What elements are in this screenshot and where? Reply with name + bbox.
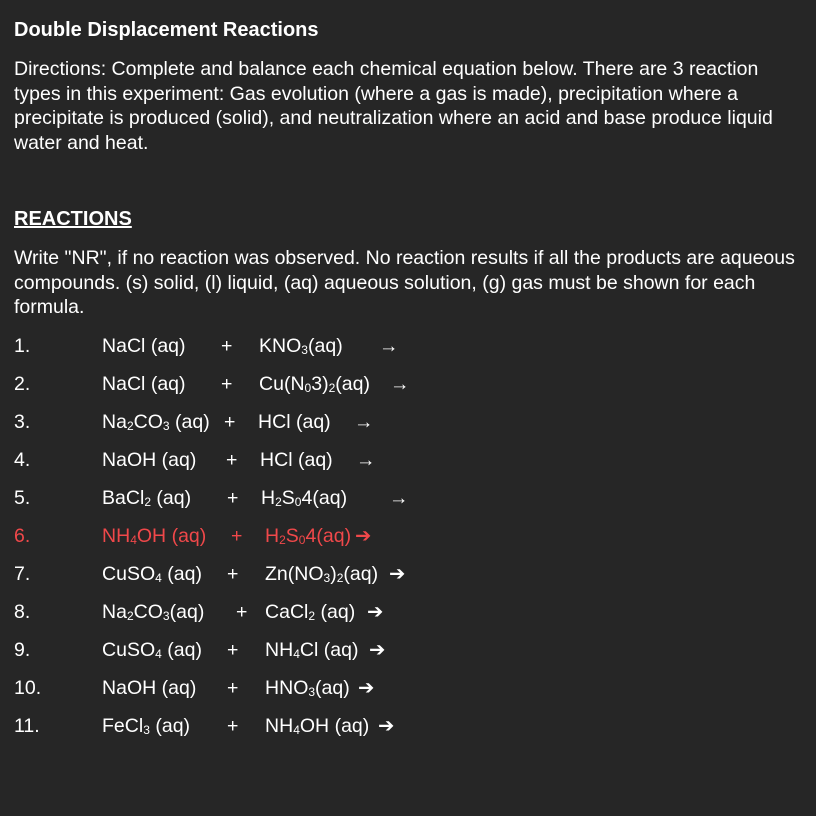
reactant-1: $NH_4OH$ (aq) [102, 525, 207, 547]
reaction-row [0, 599, 816, 625]
reaction-arrow: ➔ [367, 601, 384, 623]
reactant-1: FeCl$_3$ (aq) [102, 715, 191, 737]
reactant-2: $H_2S_04(aq)$ [265, 525, 352, 547]
reaction-number: 11. [14, 715, 40, 737]
reaction-number: 1. [14, 335, 31, 357]
reactant-1: CuSO$_4$ (aq) [102, 639, 202, 661]
reaction-row [0, 675, 816, 701]
reaction-number: 3. [14, 411, 31, 433]
reactant-2: $NH_4Cl$ (aq) [265, 639, 359, 661]
reaction-row [0, 447, 816, 473]
reactant-1: CuSO$_4$ (aq) [102, 563, 202, 585]
plus-sign: + [224, 411, 236, 433]
reactant-2: $H_2S_04(aq)$ [261, 487, 348, 509]
plus-sign: + [231, 525, 243, 547]
reaction-number: 4. [14, 449, 31, 471]
reactions-heading: REACTIONS [14, 208, 132, 230]
reaction-arrow: → [390, 373, 410, 395]
reaction-row [0, 409, 816, 435]
reaction-arrow: ➔ [358, 677, 375, 699]
reactant-1: NaCl (aq) [102, 335, 186, 357]
plus-sign: + [221, 335, 233, 357]
reactant-1: NaCl (aq) [102, 373, 186, 395]
reaction-arrow: → [354, 411, 374, 433]
reaction-row [0, 523, 816, 549]
reactant-1: BaCl$_2$ (aq) [102, 487, 192, 509]
reaction-row [0, 561, 816, 587]
plus-sign: + [236, 601, 248, 623]
reaction-arrow: ➔ [389, 563, 406, 585]
reactant-1: NaOH (aq) [102, 677, 197, 699]
reaction-arrow: ➔ [378, 715, 395, 737]
reactant-2: HCl (aq) [258, 411, 331, 433]
reactant-1: $Na_2CO_3$ (aq) [102, 411, 210, 433]
reaction-number: 9. [14, 639, 31, 661]
plus-sign: + [226, 449, 238, 471]
reactant-2: $KNO_3(aq)$ [259, 335, 343, 357]
reaction-arrow: → [379, 335, 399, 357]
plus-sign: + [221, 373, 233, 395]
plus-sign: + [227, 715, 239, 737]
reaction-row [0, 713, 816, 739]
reactant-2: HCl (aq) [260, 449, 333, 471]
reaction-arrow: ➔ [369, 639, 386, 661]
reaction-number: 6. [14, 525, 31, 547]
reaction-row [0, 637, 816, 663]
reaction-row [0, 333, 816, 359]
reactant-2: $HNO_3(aq)$ [265, 677, 350, 699]
reaction-number: 10. [14, 677, 42, 699]
reactant-2: CaCl$_2$ (aq) [265, 601, 356, 623]
reactant-2: $Zn(NO_3)_2(aq)$ [265, 563, 379, 585]
reaction-arrow: → [356, 449, 376, 471]
reactant-1: $Na_2CO_3(aq)$ [102, 601, 205, 623]
reaction-row [0, 485, 816, 511]
plus-sign: + [227, 639, 239, 661]
plus-sign: + [227, 563, 239, 585]
reaction-arrow: ➔ [355, 525, 372, 547]
reaction-number: 5. [14, 487, 31, 509]
reaction-number: 8. [14, 601, 31, 623]
page-title: Double Displacement Reactions [14, 19, 319, 41]
reactant-2: $Cu(N_03)_2(aq)$ [259, 373, 370, 395]
reaction-row [0, 371, 816, 397]
reactant-1: NaOH (aq) [102, 449, 197, 471]
reactions-note: Write "NR", if no reaction was observed. No reaction results if all the products are aqueous compounds. (s) solid, (l) liquid, (aq) aqueous solution, (g) gas must be shown for each formula. [14, 247, 795, 318]
reactant-2: $NH_4OH$ (aq) [265, 715, 370, 737]
reaction-number: 7. [14, 563, 31, 585]
plus-sign: + [227, 487, 239, 509]
plus-sign: + [227, 677, 239, 699]
reaction-arrow: → [389, 487, 409, 509]
directions-text: Directions: Complete and balance each chemical equation below. There are 3 reaction types in this experiment: Gas evolution (where a gas is made), precipitation where a precipitate is produced (solid), and neutralization where an acid and base produce liquid water and heat. [14, 58, 773, 154]
reaction-number: 2. [14, 373, 31, 395]
